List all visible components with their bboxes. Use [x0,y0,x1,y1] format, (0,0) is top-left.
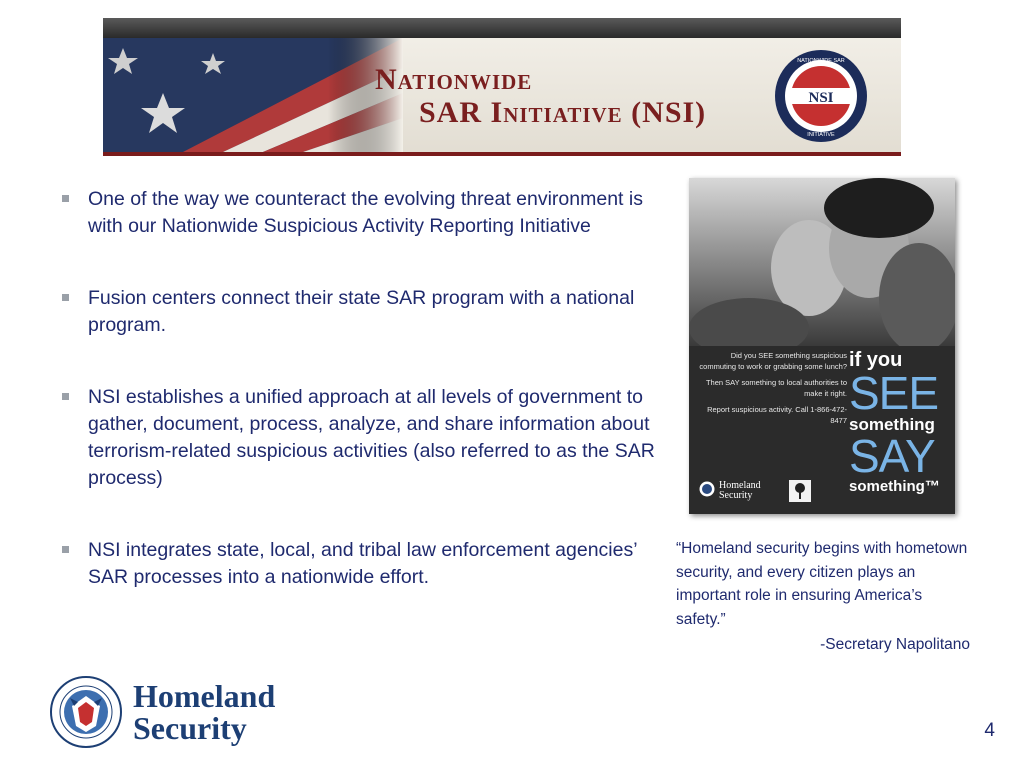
bullet-item [60,186,660,240]
nsi-banner [103,18,901,156]
poster-see: SEE [849,367,939,419]
bullet-text: One of the way we counteract the evolving threat environment is with our Nationwide Suspicious Activity Reporting Initiative [88,188,643,237]
bullet-item [60,384,660,492]
banner-title-line2: SAR Initiative (NSI) [419,96,707,129]
banner-title-line1: Nationwide [375,63,533,96]
poster-something: something [849,415,935,434]
homeland-security-logo-text [133,680,275,744]
poster-small-text-2: Then SAY something to local authorities to make it right. [705,378,847,398]
banner-top-bar [103,18,901,38]
bullet-marker-icon [62,195,69,202]
logo-line2: Security [133,710,247,746]
bullet-text: Fusion centers connect their state SAR program with a national program. [88,287,635,336]
american-flag-image [103,38,403,152]
dhs-seal-icon [50,676,122,748]
poster-something-tm: something™ [849,478,940,495]
bullet-list [60,186,660,636]
see-something-say-something-poster [689,178,955,514]
poster-dhs-seal-icon [699,481,715,497]
poster-small-text-3: Report suspicious activity. Call 1-866-472-8477 [707,405,847,425]
poster-small-text [697,350,847,431]
nsi-seal-ring-bottom: INITIATIVE [807,132,835,138]
bullet-text: NSI integrates state, local, and tribal law enforcement agencies’ SAR processes into a nationwide effort. [88,539,637,588]
page-number: 4 [984,720,995,741]
banner-bottom-bar [103,152,901,156]
poster-if-you: if you [849,349,903,371]
bullet-marker-icon [62,546,69,553]
nsi-seal-text: NSI [808,90,834,106]
bullet-item [60,285,660,339]
bullet-item [60,537,660,591]
poster-hs-line2: Security [719,490,753,501]
poster-hs-line1: Homeland [719,480,761,491]
banner-title [375,64,706,130]
quote-attribution: -Secretary Napolitano [820,636,970,653]
poster-tree-logo-icon [789,480,811,502]
poster-homeland-security-logo [719,481,761,501]
poster-photo-image [689,178,955,346]
poster-slogan [849,350,949,494]
nsi-seal-ring-top: NATIONWIDE SAR [797,58,845,64]
quote-text: “Homeland security begins with hometown security, and every citizen plays an important role in ensuring America’s safety.” [676,540,968,628]
bullet-marker-icon [62,393,69,400]
nsi-seal-icon [773,48,869,144]
bullet-text: NSI establishes a unified approach at all levels of government to gather, document, process, analyze, and share information about terrorism-related suspicious activities (also referred to as the SAR process) [88,386,655,489]
poster-say: SAY [849,430,935,482]
poster-small-text-1: Did you SEE something suspicious commuting to work or grabbing some lunch? [699,351,847,371]
logo-line1: Homeland [133,678,276,714]
bullet-marker-icon [62,294,69,301]
